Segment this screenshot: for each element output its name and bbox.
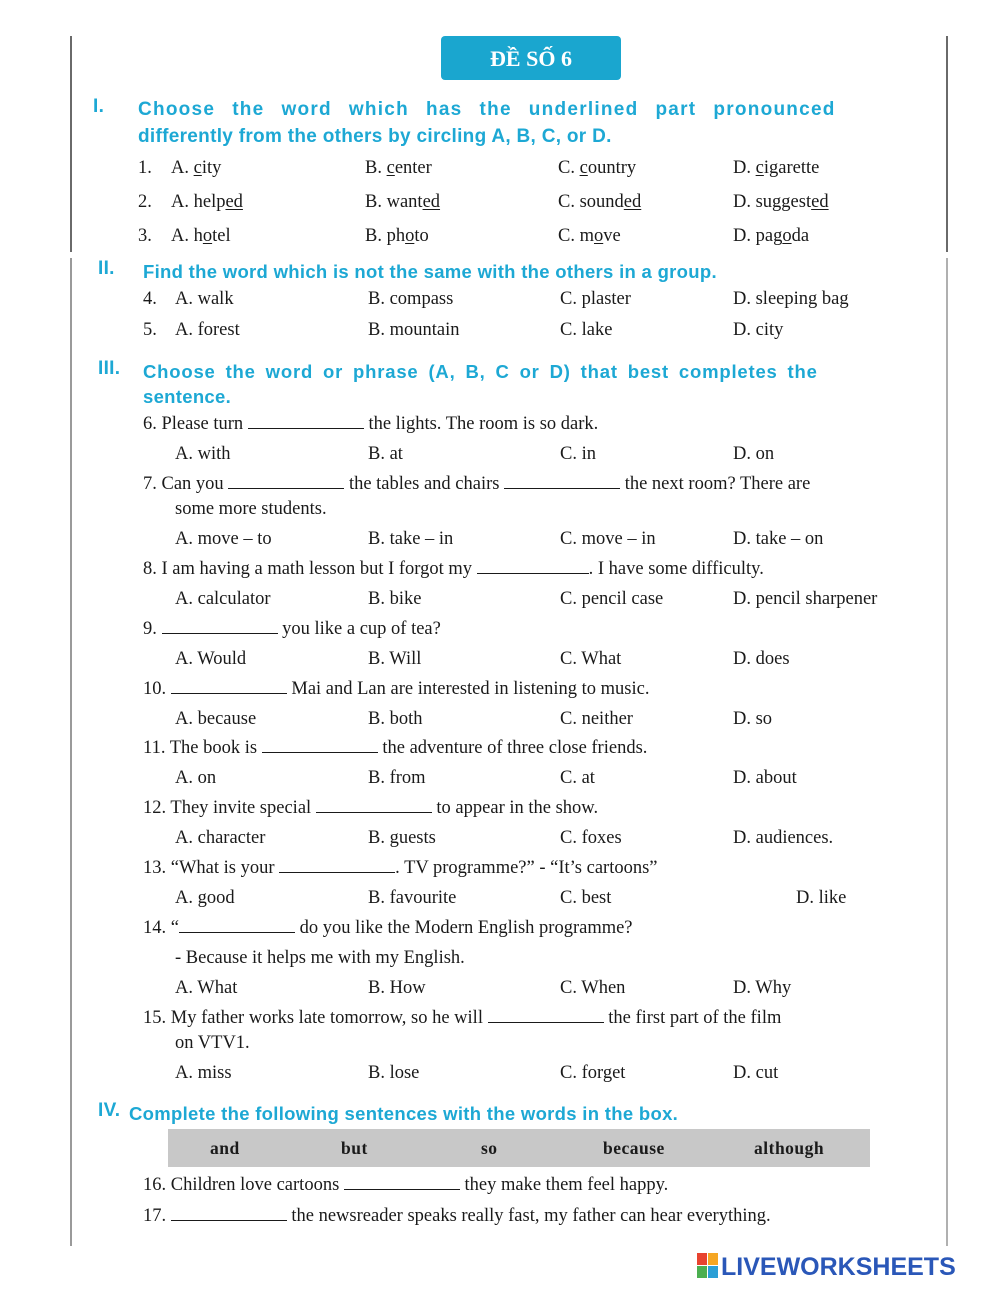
question-text: the next room? There are <box>620 474 811 494</box>
answer-blank[interactable] <box>262 738 378 753</box>
question-5-option-d[interactable]: D. city <box>733 320 784 340</box>
question-7-line2: some more students. <box>175 499 327 519</box>
question-15-option-b[interactable]: B. lose <box>368 1063 420 1083</box>
section-number: IV. <box>98 1100 121 1121</box>
question-text: 11. The book is <box>143 738 262 758</box>
question-15-option-a[interactable]: A. miss <box>175 1063 232 1083</box>
question-text: . I have some difficulty. <box>588 559 764 579</box>
word-box-item[interactable]: because <box>603 1138 665 1158</box>
underlined-part: ed <box>811 192 829 212</box>
question-text: do you like the Modern English programme? <box>294 918 633 938</box>
left-border-top <box>70 36 72 252</box>
question-7-option-c[interactable]: C. move – in <box>560 529 656 549</box>
badge-square <box>708 1253 718 1265</box>
question-4-option-b[interactable]: B. compass <box>368 289 454 309</box>
section-number: II. <box>98 258 115 279</box>
question-8-option-b[interactable]: B. bike <box>368 589 422 609</box>
liveworksheets-logo <box>697 1253 956 1283</box>
question-9-option-a[interactable]: A. Would <box>175 649 247 669</box>
option-prefix: A. h <box>171 226 203 246</box>
option-prefix: C. <box>558 158 580 178</box>
question-10-option-d[interactable]: D. so <box>733 709 773 729</box>
question-2-number: 2. <box>138 192 152 212</box>
question-10-option-c[interactable]: C. neither <box>560 709 633 729</box>
question-text: 6. Please turn <box>143 414 248 434</box>
answer-blank[interactable] <box>504 474 620 489</box>
question-text: to appear in the show. <box>431 798 599 818</box>
question-8-option-d[interactable]: D. pencil sharpener <box>733 589 878 609</box>
underlined-part: ed <box>623 192 642 212</box>
question-4-option-c[interactable]: C. plaster <box>560 289 631 309</box>
question-7-option-d[interactable]: D. take – on <box>733 529 824 549</box>
question-text: the lights. The room is so dark. <box>363 414 599 434</box>
word-box-item[interactable]: but <box>341 1138 368 1158</box>
answer-blank[interactable] <box>344 1175 460 1190</box>
word-box-item[interactable]: and <box>210 1138 240 1158</box>
section-number: III. <box>98 358 121 379</box>
question-6-option-a[interactable]: A. with <box>175 444 231 464</box>
question-13-option-d[interactable]: D. like <box>796 888 847 908</box>
underlined-part: c <box>579 158 588 178</box>
question-11 <box>143 738 647 759</box>
question-2-option-b[interactable] <box>365 192 440 213</box>
badge-square <box>708 1266 718 1278</box>
question-2-option-d[interactable] <box>733 192 829 213</box>
question-5-option-b[interactable]: B. mountain <box>368 320 460 340</box>
question-4-number: 4. <box>143 289 157 309</box>
answer-blank[interactable] <box>488 1008 604 1023</box>
question-8-option-a[interactable]: A. calculator <box>175 589 271 609</box>
question-5-option-a[interactable]: A. forest <box>175 320 240 340</box>
option-prefix: B. ph <box>365 226 406 246</box>
question-text: they make them feel happy. <box>459 1175 669 1195</box>
underlined-part: o <box>202 226 213 246</box>
underlined-part: o <box>593 226 604 246</box>
section-text-line1: Choose the word which has the underlined part pronounced <box>138 99 836 120</box>
question-text: 10. <box>143 679 171 699</box>
underlined-part: ed <box>422 192 441 212</box>
question-11-option-a[interactable]: A. on <box>175 768 217 788</box>
question-text: you like a cup of tea? <box>277 619 441 639</box>
question-3-option-a[interactable] <box>171 226 231 247</box>
option-prefix: B. <box>365 158 387 178</box>
answer-blank[interactable] <box>477 559 589 574</box>
section-number: I. <box>93 96 105 117</box>
question-12-option-d[interactable]: D. audiences. <box>733 828 834 848</box>
option-suffix: ve <box>603 226 621 246</box>
question-16 <box>143 1175 668 1196</box>
logo-text: LIVEWORKSHEETS <box>721 1253 956 1281</box>
section-text-line2: sentence. <box>143 386 232 407</box>
question-text: 13. “What is your <box>143 858 280 878</box>
liveworksheets-badge-icon <box>697 1253 719 1279</box>
question-11-option-b[interactable]: B. from <box>368 768 426 788</box>
question-text: 7. Can you <box>143 474 229 494</box>
question-12-option-a[interactable]: A. character <box>175 828 266 848</box>
question-text: 16. Children love cartoons <box>143 1175 344 1195</box>
question-text: the adventure of three close friends. <box>377 738 648 758</box>
question-7 <box>143 474 810 495</box>
badge-square <box>697 1253 707 1265</box>
question-6 <box>143 414 598 435</box>
question-8 <box>143 559 764 580</box>
question-13-option-b[interactable]: B. favourite <box>368 888 457 908</box>
question-4-option-d[interactable]: D. sleeping bag <box>733 289 849 309</box>
section-text-line2: differently from the others by circling A, B, C, or D. <box>138 126 612 147</box>
word-box-item[interactable]: although <box>754 1138 825 1158</box>
option-prefix: A. <box>171 158 194 178</box>
question-6-option-d[interactable]: D. on <box>733 444 775 464</box>
question-1-option-a[interactable] <box>171 158 221 179</box>
question-8-option-c[interactable]: C. pencil case <box>560 589 664 609</box>
option-prefix: D. <box>733 158 756 178</box>
section-4-heading <box>98 1100 928 1128</box>
question-text: 15. My father works late tomorrow, so he will <box>143 1008 488 1028</box>
option-prefix: C. sound <box>558 192 624 212</box>
answer-blank[interactable] <box>279 858 395 873</box>
question-5-option-c[interactable]: C. lake <box>560 320 613 340</box>
question-11-option-d[interactable]: D. about <box>733 768 797 788</box>
answer-blank[interactable] <box>171 679 287 694</box>
question-2-option-a[interactable] <box>171 192 243 213</box>
question-17 <box>143 1206 771 1227</box>
question-4-option-a[interactable]: A. walk <box>175 289 234 309</box>
question-11-option-c[interactable]: C. at <box>560 768 595 788</box>
left-border-bottom <box>70 258 72 1246</box>
underlined-part: c <box>193 158 202 178</box>
option-suffix: igarette <box>763 158 820 178</box>
question-text: the first part of the film <box>603 1008 782 1028</box>
option-suffix: da <box>791 226 810 246</box>
question-12-option-c[interactable]: C. foxes <box>560 828 622 848</box>
question-14-option-b[interactable]: B. How <box>368 978 426 998</box>
question-10 <box>143 679 649 700</box>
underlined-part: c <box>755 158 764 178</box>
question-text: 9. <box>143 619 162 639</box>
question-text: 14. “ <box>143 918 179 938</box>
option-suffix: ity <box>201 158 222 178</box>
question-7-option-a[interactable]: A. move – to <box>175 529 272 549</box>
option-prefix: B. want <box>365 192 423 212</box>
question-12 <box>143 798 598 819</box>
option-prefix: D. pag <box>733 226 783 246</box>
question-2-option-c[interactable] <box>558 192 641 213</box>
option-prefix: A. help <box>171 192 226 212</box>
question-13 <box>143 858 658 879</box>
answer-blank[interactable] <box>179 918 295 933</box>
page-title: ĐỀ SỐ 6 <box>441 36 621 80</box>
option-suffix: enter <box>394 158 432 178</box>
option-suffix: ountry <box>587 158 637 178</box>
question-13-option-a[interactable]: A. good <box>175 888 235 908</box>
question-14-option-d[interactable]: D. Why <box>733 978 792 998</box>
section-text: Complete the following sentences with the words in the box. <box>129 1103 679 1124</box>
question-text: Mai and Lan are interested in listening to music. <box>286 679 650 699</box>
question-3-number: 3. <box>138 226 152 246</box>
option-prefix: C. m <box>558 226 594 246</box>
section-text: Find the word which is not the same with the others in a group. <box>143 261 717 282</box>
question-9 <box>143 619 441 640</box>
question-15 <box>143 1008 781 1029</box>
question-13-option-c[interactable]: C. best <box>560 888 612 908</box>
answer-blank[interactable] <box>248 414 364 429</box>
question-text: the tables and chairs <box>344 474 505 494</box>
question-7-option-b[interactable]: B. take – in <box>368 529 454 549</box>
question-1-option-c[interactable] <box>558 158 636 179</box>
question-3-option-d[interactable] <box>733 226 809 247</box>
answer-blank[interactable] <box>162 619 278 634</box>
right-border-top <box>946 36 948 252</box>
underlined-part: ed <box>225 192 243 212</box>
question-1-option-b[interactable] <box>365 158 432 179</box>
question-text: 8. I am having a math lesson but I forgot my <box>143 559 477 579</box>
question-3-option-b[interactable] <box>365 226 429 247</box>
word-box-item[interactable]: so <box>481 1138 498 1158</box>
question-6-option-b[interactable]: B. at <box>368 444 403 464</box>
underlined-part: c <box>386 158 395 178</box>
question-1-option-d[interactable] <box>733 158 819 179</box>
badge-square <box>697 1266 707 1278</box>
question-14-option-a[interactable]: A. What <box>175 978 238 998</box>
option-suffix: to <box>414 226 429 246</box>
option-suffix: tel <box>212 226 231 246</box>
question-9-option-b[interactable]: B. Will <box>368 649 422 669</box>
question-15-option-d[interactable]: D. cut <box>733 1063 779 1083</box>
question-9-option-c[interactable]: C. What <box>560 649 622 669</box>
underlined-part: o <box>405 226 415 246</box>
option-prefix: D. suggest <box>733 192 812 212</box>
question-text: the newsreader speaks really fast, my father can hear everything. <box>286 1206 771 1226</box>
right-border-bottom <box>946 258 948 1246</box>
question-9-option-d[interactable]: D. does <box>733 649 790 669</box>
question-15-line2: on VTV1. <box>175 1033 250 1053</box>
section-1-heading <box>93 96 928 156</box>
question-12-option-b[interactable]: B. guests <box>368 828 436 848</box>
answer-blank[interactable] <box>316 798 432 813</box>
question-5-number: 5. <box>143 320 157 340</box>
question-text: 12. They invite special <box>143 798 316 818</box>
section-text-line1: Choose the word or phrase (A, B, C or D) that best completes the <box>143 361 818 382</box>
question-14-line2: - Because it helps me with my English. <box>175 948 465 968</box>
question-text: . TV programme?” - “It’s cartoons” <box>395 858 658 878</box>
question-15-option-c[interactable]: C. forget <box>560 1063 626 1083</box>
question-10-option-b[interactable]: B. both <box>368 709 423 729</box>
question-14-option-c[interactable]: C. When <box>560 978 626 998</box>
question-6-option-c[interactable]: C. in <box>560 444 596 464</box>
section-3-heading <box>98 358 928 412</box>
question-10-option-a[interactable]: A. because <box>175 709 257 729</box>
question-3-option-c[interactable] <box>558 226 621 247</box>
question-14 <box>143 918 633 939</box>
answer-blank[interactable] <box>171 1206 287 1221</box>
underlined-part: o <box>782 226 792 246</box>
question-text: 17. <box>143 1206 171 1226</box>
question-1-number: 1. <box>138 158 152 178</box>
answer-blank[interactable] <box>228 474 344 489</box>
section-2-heading <box>98 258 928 286</box>
word-box <box>168 1129 870 1167</box>
